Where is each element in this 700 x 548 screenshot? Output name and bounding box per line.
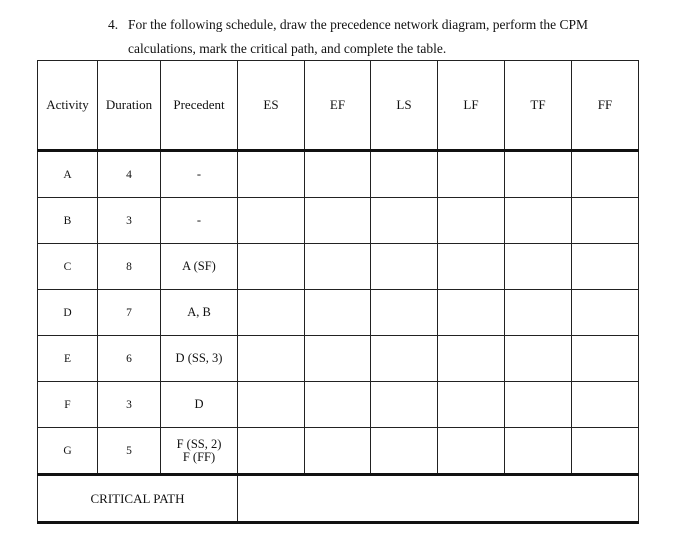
duration-cell: 4 (98, 151, 161, 198)
activity-cell: A (38, 151, 98, 198)
tf-cell[interactable] (505, 336, 572, 382)
ff-cell[interactable] (572, 290, 639, 336)
header-ls: LS (371, 61, 438, 151)
ls-cell[interactable] (371, 198, 438, 244)
ls-cell[interactable] (371, 428, 438, 475)
es-cell[interactable] (238, 336, 305, 382)
ff-cell[interactable] (572, 428, 639, 475)
es-cell[interactable] (238, 382, 305, 428)
precedent-cell: - (161, 151, 238, 198)
lf-cell[interactable] (438, 244, 505, 290)
precedent-line-2: F (FF) (182, 449, 216, 464)
duration-cell: 3 (98, 198, 161, 244)
ef-cell[interactable] (305, 336, 371, 382)
ef-cell[interactable] (305, 198, 371, 244)
ls-cell[interactable] (371, 290, 438, 336)
ff-cell[interactable] (572, 382, 639, 428)
question-line-2: calculations, mark the critical path, and complete the table. (128, 41, 447, 56)
tf-cell[interactable] (505, 151, 572, 198)
activity-cell: C (38, 244, 98, 290)
precedent-cell (161, 428, 238, 475)
lf-cell[interactable] (438, 151, 505, 198)
tf-cell[interactable] (505, 428, 572, 475)
precedent-cell: D (SS, 3) (161, 336, 238, 382)
critical-path-label: CRITICAL PATH (38, 475, 238, 523)
header-precedent: Precedent (161, 61, 238, 151)
table-row (38, 336, 639, 382)
header-lf: LF (438, 61, 505, 151)
ls-cell[interactable] (371, 336, 438, 382)
es-cell[interactable] (238, 244, 305, 290)
ef-cell[interactable] (305, 382, 371, 428)
question-line-1: For the following schedule, draw the precedence network diagram, perform the CPM (128, 17, 588, 32)
ls-cell[interactable] (371, 151, 438, 198)
critical-path-row (38, 475, 639, 523)
lf-cell[interactable] (438, 290, 505, 336)
es-cell[interactable] (238, 428, 305, 475)
critical-path-answer[interactable] (238, 475, 639, 523)
tf-cell[interactable] (505, 198, 572, 244)
activity-cell: E (38, 336, 98, 382)
precedent-cell: D (161, 382, 238, 428)
ef-cell[interactable] (305, 244, 371, 290)
header-tf: TF (505, 61, 572, 151)
activity-cell: G (38, 428, 98, 475)
duration-cell: 6 (98, 336, 161, 382)
duration-cell: 3 (98, 382, 161, 428)
header-ef: EF (305, 61, 371, 151)
ls-cell[interactable] (371, 382, 438, 428)
es-cell[interactable] (238, 290, 305, 336)
duration-cell: 5 (98, 428, 161, 475)
precedent-line-1: F (SS, 2) (176, 436, 222, 451)
table-row (38, 428, 639, 475)
tf-cell[interactable] (505, 290, 572, 336)
activity-cell: D (38, 290, 98, 336)
lf-cell[interactable] (438, 198, 505, 244)
es-cell[interactable] (238, 151, 305, 198)
ls-cell[interactable] (371, 244, 438, 290)
lf-cell[interactable] (438, 428, 505, 475)
table-row (38, 244, 639, 290)
precedent-cell: A (SF) (161, 244, 238, 290)
activity-cell: B (38, 198, 98, 244)
tf-cell[interactable] (505, 382, 572, 428)
cpm-table (37, 60, 639, 524)
ff-cell[interactable] (572, 244, 639, 290)
header-activity: Activity (38, 61, 98, 151)
question-number: 4. (108, 17, 119, 32)
header-row (38, 61, 639, 151)
duration-cell: 7 (98, 290, 161, 336)
duration-cell: 8 (98, 244, 161, 290)
lf-cell[interactable] (438, 382, 505, 428)
table-row (38, 382, 639, 428)
precedent-cell: A, B (161, 290, 238, 336)
table-row (38, 151, 639, 198)
tf-cell[interactable] (505, 244, 572, 290)
ef-cell[interactable] (305, 151, 371, 198)
header-es: ES (238, 61, 305, 151)
ff-cell[interactable] (572, 198, 639, 244)
header-ff: FF (572, 61, 639, 151)
ff-cell[interactable] (572, 151, 639, 198)
lf-cell[interactable] (438, 336, 505, 382)
activity-cell: F (38, 382, 98, 428)
ff-cell[interactable] (572, 336, 639, 382)
table-row (38, 290, 639, 336)
header-duration: Duration (98, 61, 161, 151)
table-row (38, 198, 639, 244)
question-text (108, 13, 588, 61)
precedent-cell: - (161, 198, 238, 244)
ef-cell[interactable] (305, 290, 371, 336)
es-cell[interactable] (238, 198, 305, 244)
ef-cell[interactable] (305, 428, 371, 475)
